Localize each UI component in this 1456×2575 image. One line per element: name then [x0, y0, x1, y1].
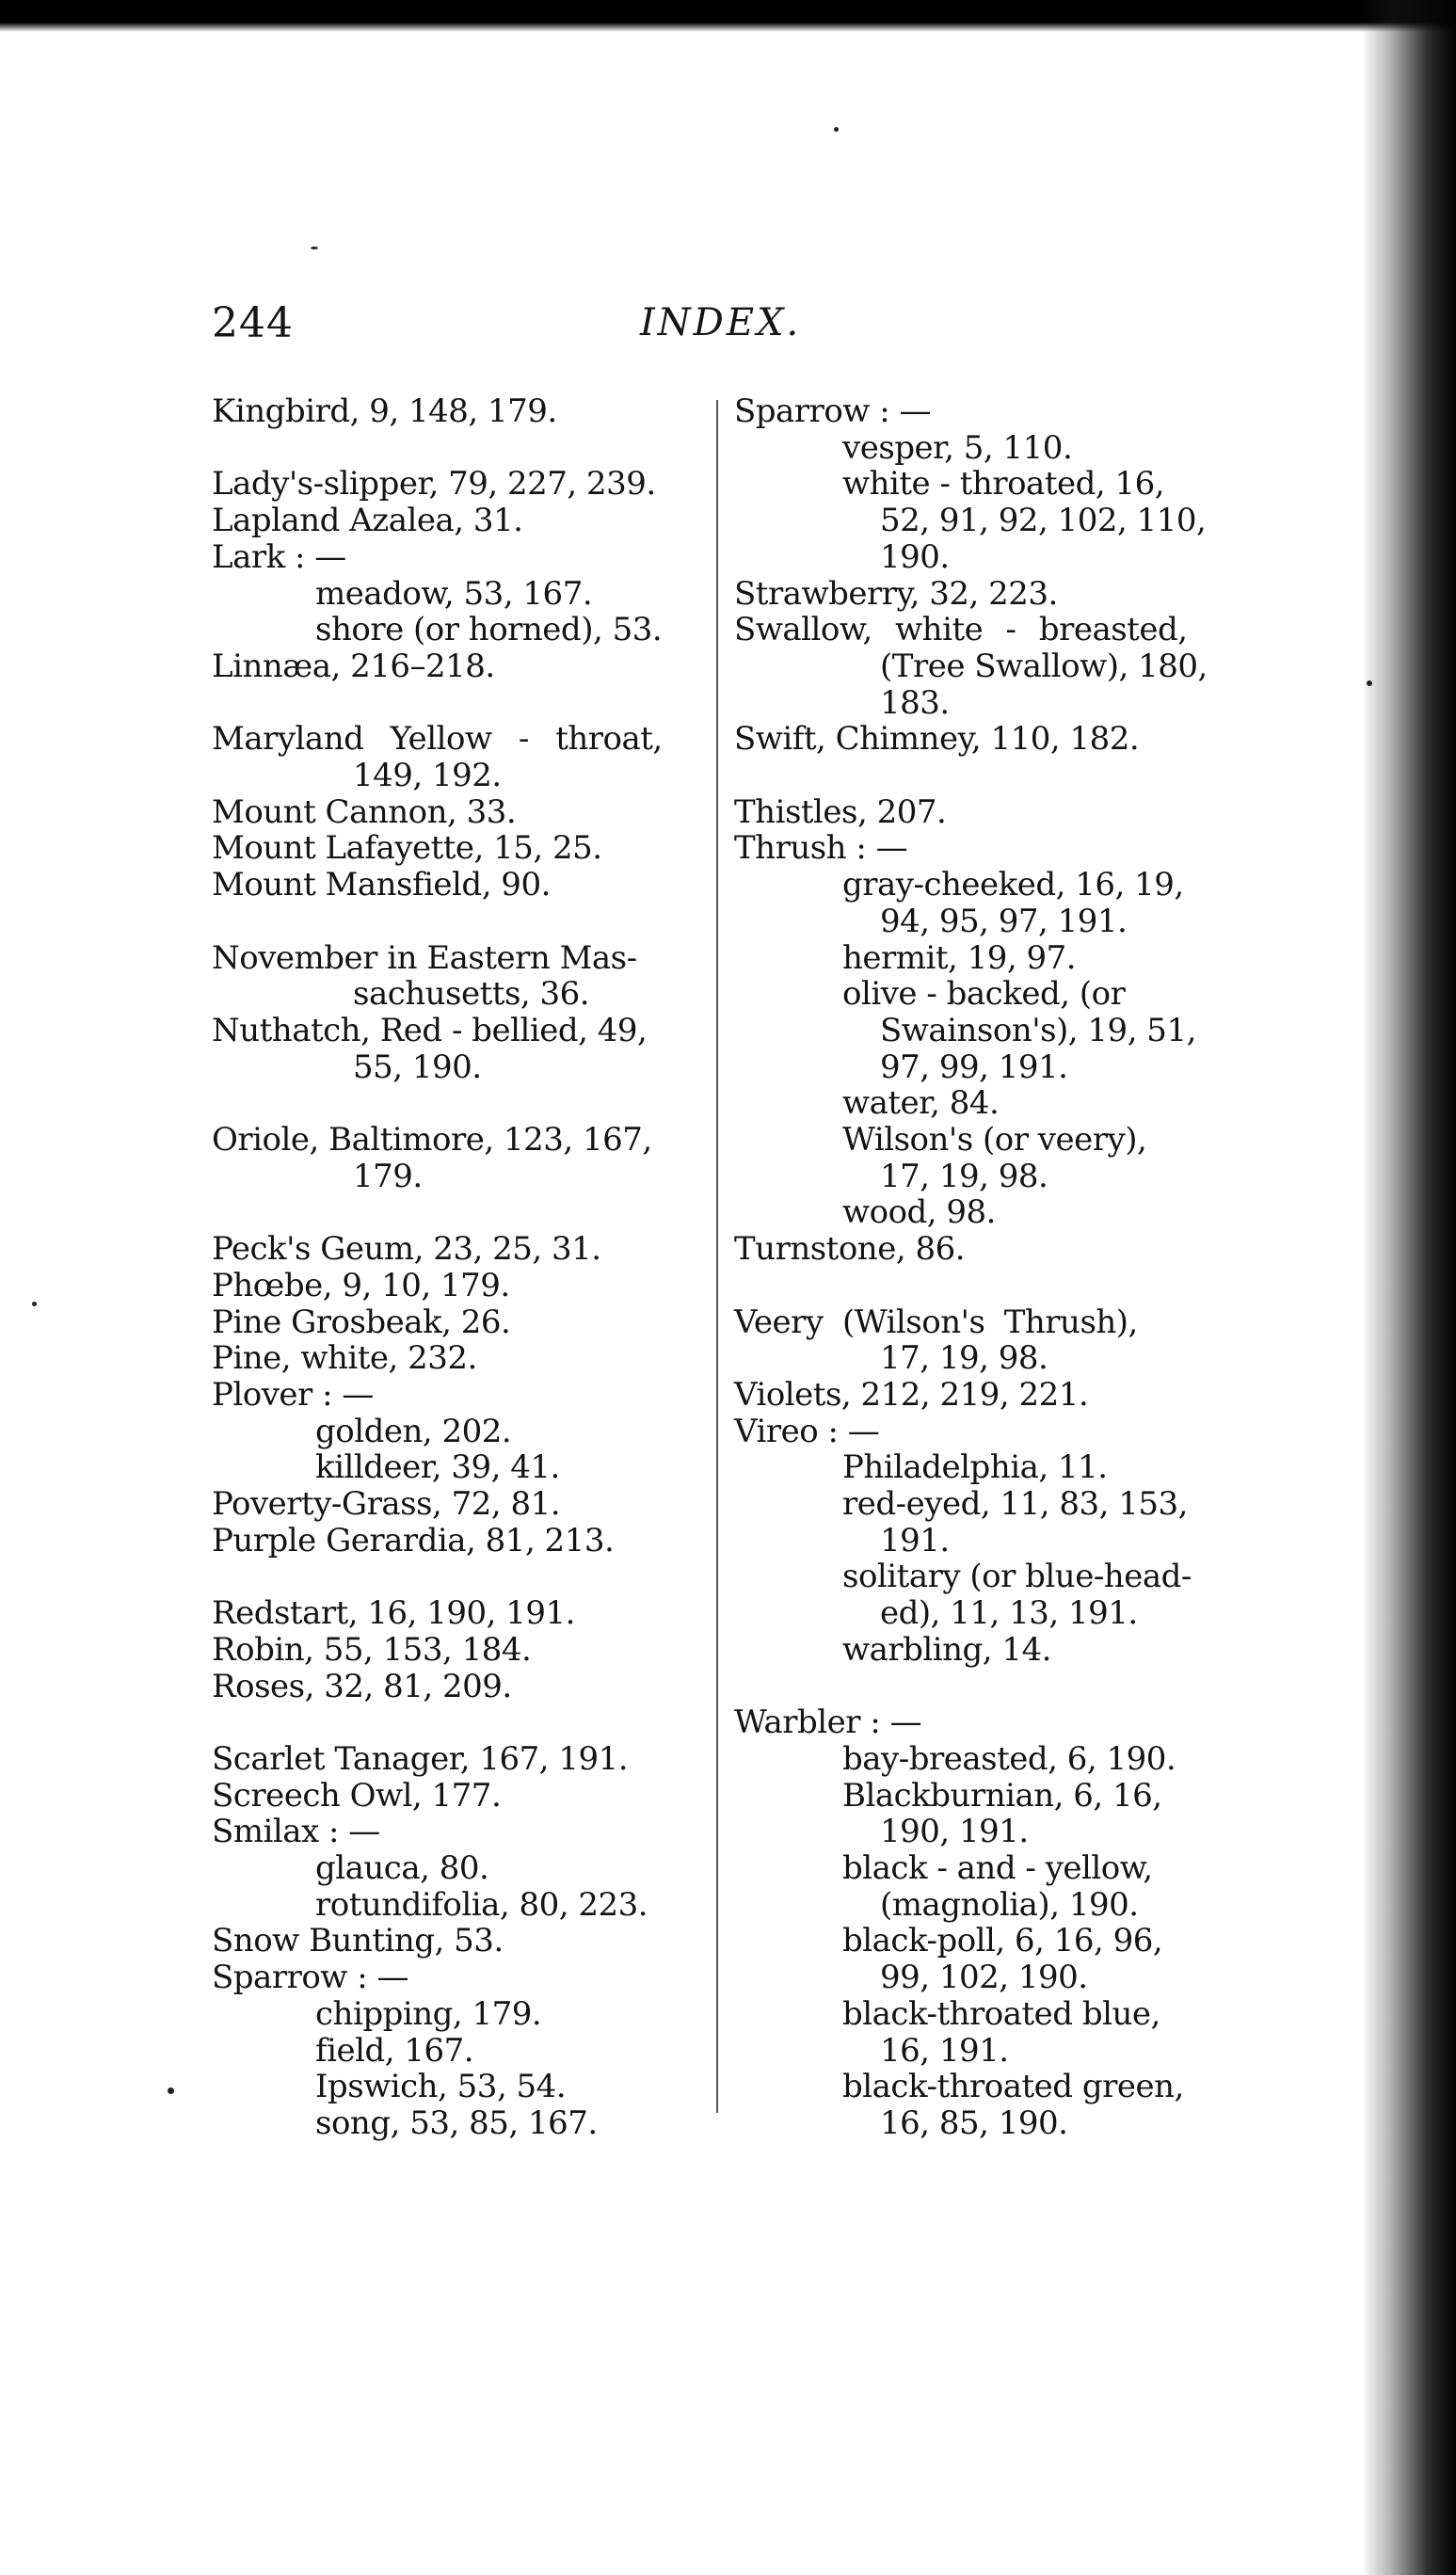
index-entry: Scarlet Tanager, 167, 191. — [212, 1739, 629, 1778]
index-entry: Lark : — — [212, 537, 346, 576]
index-entry: Peck's Geum, 23, 25, 31. — [212, 1230, 601, 1269]
scan-speck — [32, 1302, 37, 1306]
index-subentry: black-throated blue, — [842, 1994, 1160, 2033]
index-subentry: Wilson's (or veery), — [842, 1121, 1147, 1160]
index-subentry: solitary (or blue-head- — [842, 1558, 1192, 1596]
index-subentry: shore (or horned), 53. — [315, 611, 663, 649]
index-entry-continuation: sachusetts, 36. — [353, 975, 590, 1014]
index-entry: Robin, 55, 153, 184. — [212, 1630, 532, 1669]
index-entry-continuation: 191. — [880, 1521, 950, 1559]
index-group-m — [212, 721, 701, 904]
index-group-t — [734, 794, 1233, 1268]
index-entry-continuation: 190. — [880, 537, 950, 576]
index-entry-continuation: 55, 190. — [353, 1048, 482, 1086]
index-entry: Swift, Chimney, 110, 182. — [734, 720, 1140, 759]
index-subentry: song, 53, 85, 167. — [315, 2103, 598, 2142]
index-entry: Violets, 212, 219, 221. — [734, 1375, 1089, 1414]
index-entry-continuation: (Tree Swallow), 180, — [880, 647, 1208, 685]
index-group-s — [212, 1741, 701, 2142]
index-subentry: field, 167. — [315, 2031, 474, 2070]
index-entry-continuation: 190, 191. — [880, 1813, 1029, 1851]
index-column-left — [212, 393, 701, 2178]
index-entry: Veery (Wilson's Thrush), — [734, 1303, 1138, 1341]
index-entry: Sparrow : — — [734, 392, 931, 430]
index-entry-continuation: 16, 191. — [880, 2031, 1009, 2070]
index-subentry: Ipswich, 53, 54. — [315, 2068, 567, 2106]
index-entry: Thrush : — — [734, 829, 908, 868]
scan-speck — [168, 2087, 174, 2094]
index-entry-continuation: 16, 85, 190. — [880, 2104, 1068, 2142]
index-subentry: olive - backed, (or — [842, 975, 1126, 1014]
index-entry: Poverty-Grass, 72, 81. — [212, 1485, 561, 1524]
index-entry-continuation: Swainson's), 19, 51, — [880, 1011, 1196, 1049]
index-group-k — [212, 393, 701, 430]
index-entry-continuation: 99, 102, 190. — [880, 1959, 1088, 1997]
index-subentry: rotundifolia, 80, 223. — [315, 1885, 648, 1924]
index-subentry: water, 84. — [842, 1084, 1000, 1123]
index-entry-continuation: 52, 91, 92, 102, 110, — [880, 502, 1207, 540]
scan-speck — [1367, 680, 1372, 686]
index-entry: Pine, white, 232. — [212, 1339, 477, 1378]
index-entry-continuation: 94, 95, 97, 191. — [880, 902, 1128, 940]
index-subentry: white - throated, 16, — [842, 465, 1165, 504]
index-entry-continuation: 17, 19, 98. — [880, 1157, 1048, 1195]
index-group-r — [212, 1595, 701, 1704]
index-entry: Mount Cannon, 33. — [212, 792, 517, 831]
index-entry: Phœbe, 9, 10, 179. — [212, 1266, 510, 1304]
index-entry: Thistles, 207. — [734, 792, 947, 831]
index-entry: Swallow, white - breasted, — [734, 611, 1188, 649]
index-entry: Smilax : — — [212, 1813, 380, 1851]
index-entry: Roses, 32, 81, 209. — [212, 1667, 512, 1705]
index-entry: Pine Grosbeak, 26. — [212, 1303, 511, 1341]
index-group-l — [212, 466, 701, 684]
index-subentry: meadow, 53, 167. — [315, 574, 593, 613]
index-entry-continuation: 183. — [880, 683, 950, 722]
scan-speck — [311, 247, 318, 249]
index-entry: November in Eastern Mas- — [212, 938, 637, 977]
index-group-v — [734, 1304, 1233, 1669]
index-subentry: gray-cheeked, 16, 19, — [842, 866, 1184, 904]
index-subentry: glauca, 80. — [315, 1849, 489, 1888]
index-entry: Oriole, Baltimore, 123, 167, — [212, 1121, 652, 1159]
index-entry: Mount Lafayette, 15, 25. — [212, 829, 602, 868]
index-subentry: red-eyed, 11, 83, 153, — [842, 1485, 1188, 1524]
index-group-s-continued — [734, 393, 1233, 758]
index-subentry: chipping, 179. — [315, 1994, 542, 2033]
index-entry-continuation: 149, 192. — [353, 757, 502, 794]
index-entry: Mount Mansfield, 90. — [212, 866, 551, 904]
index-entry: Snow Bunting, 53. — [212, 1922, 504, 1960]
index-entry: Sparrow : — — [212, 1959, 408, 1997]
index-subentry: killdeer, 39, 41. — [315, 1448, 560, 1487]
index-group-p — [212, 1231, 701, 1559]
index-subentry: wood, 98. — [842, 1193, 996, 1232]
index-entry: Redstart, 16, 190, 191. — [212, 1594, 575, 1633]
index-entry-continuation: (magnolia), 190. — [880, 1885, 1139, 1924]
index-entry: Nuthatch, Red - bellied, 49, — [212, 1011, 648, 1049]
index-entry-continuation: 179. — [353, 1157, 423, 1195]
index-subentry: bay-breasted, 6, 190. — [842, 1739, 1176, 1778]
index-entry: Lapland Azalea, 31. — [212, 502, 523, 540]
page-number: 244 — [212, 299, 294, 347]
running-head: INDEX. — [640, 301, 802, 344]
index-subentry: Philadelphia, 11. — [842, 1448, 1108, 1487]
index-group-w — [734, 1704, 1233, 2141]
scan-right-edge-shadow — [1362, 0, 1456, 2575]
scan-top-shadow — [0, 0, 1456, 32]
scan-speck — [834, 127, 839, 132]
index-subentry: Blackburnian, 6, 16, — [842, 1776, 1162, 1815]
index-entry: Maryland Yellow - throat, — [212, 720, 663, 759]
index-entry: Screech Owl, 177. — [212, 1776, 502, 1815]
index-subentry: hermit, 19, 97. — [842, 938, 1077, 977]
index-entry: Linnæa, 216–218. — [212, 647, 495, 685]
index-entry-continuation: ed), 11, 13, 191. — [880, 1594, 1138, 1633]
index-entry: Turnstone, 86. — [734, 1230, 966, 1269]
index-entry: Lady's-slipper, 79, 227, 239. — [212, 465, 656, 504]
index-entry: Strawberry, 32, 223. — [734, 574, 1058, 613]
index-column-right — [734, 393, 1233, 2178]
index-entry: Kingbird, 9, 148, 179. — [212, 392, 557, 430]
index-subentry: black-poll, 6, 16, 96, — [842, 1922, 1163, 1960]
index-subentry: golden, 202. — [315, 1412, 512, 1450]
index-entry: Plover : — — [212, 1375, 374, 1414]
index-entry: Purple Gerardia, 81, 213. — [212, 1521, 615, 1559]
index-entry-continuation: 17, 19, 98. — [880, 1339, 1048, 1378]
index-subentry: warbling, 14. — [842, 1630, 1051, 1669]
index-entry: Vireo : — — [734, 1412, 880, 1450]
index-entry: Warbler : — — [734, 1703, 922, 1742]
index-entry-continuation: 97, 99, 191. — [880, 1048, 1068, 1086]
index-subentry: black - and - yellow, — [842, 1849, 1153, 1888]
index-subentry: black-throated green, — [842, 2068, 1184, 2106]
column-rule — [716, 400, 718, 2113]
index-group-n — [212, 940, 701, 1086]
index-subentry: vesper, 5, 110. — [842, 428, 1073, 467]
index-group-o — [212, 1122, 701, 1194]
